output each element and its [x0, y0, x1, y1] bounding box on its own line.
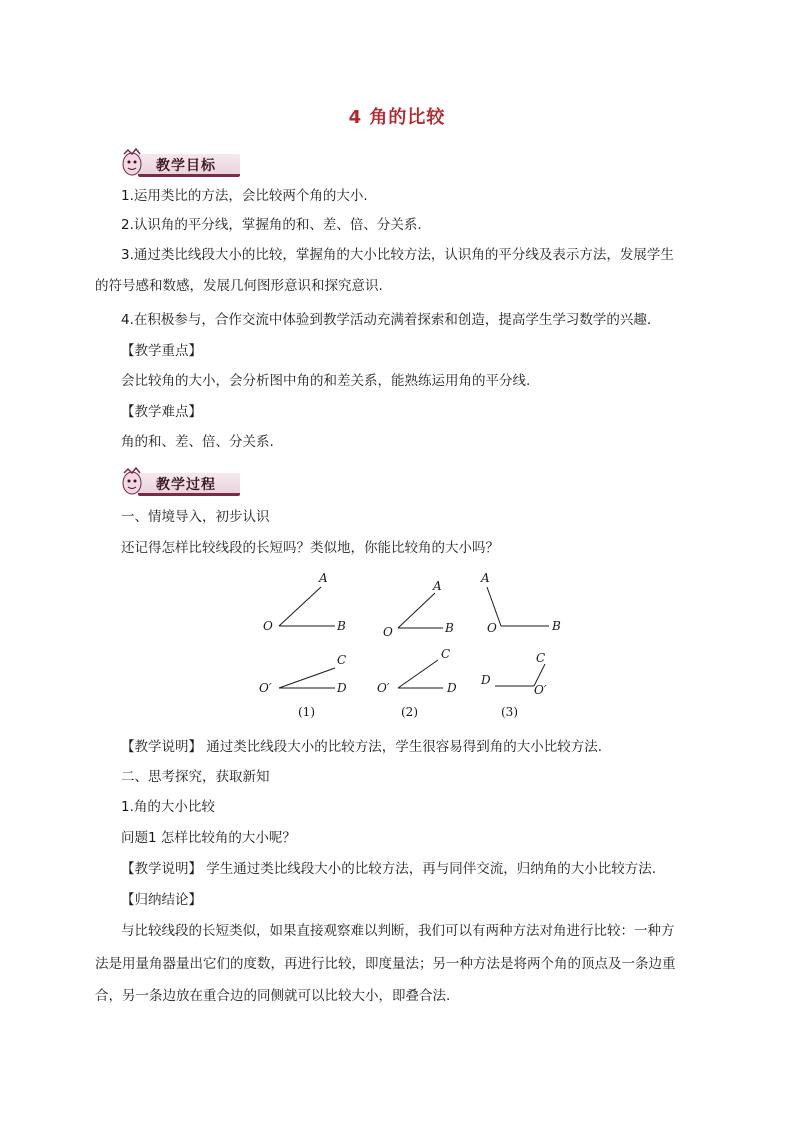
conclusion-line-1: 与比较线段的长短类似，如果直接观察难以判断，我们可以有两种方法对角进行比较：一种方 — [121, 923, 675, 939]
student-mascot-icon — [116, 146, 156, 178]
key-label: 【教学重点】 — [121, 343, 202, 359]
label-Oprime-1: O′ — [259, 681, 272, 695]
label-O-3: O — [487, 621, 497, 635]
caption-2: (2) — [401, 705, 418, 719]
label-C-1: C — [337, 653, 347, 667]
conclusion-line-3: 合，另一条边放在重合边的同侧就可以比较大小，即叠合法. — [95, 988, 451, 1004]
label-Oprime-3: O′ — [534, 683, 547, 697]
difficulty-text: 角的和、差、倍、分关系. — [121, 434, 274, 450]
label-O-1: O — [263, 619, 273, 633]
label-B-1: B — [337, 619, 346, 633]
ray-OC-2 — [398, 660, 438, 688]
conclusion-line-2: 法是用量角器量出它们的度数，再进行比较，即度量法；另一种方法是将两个角的顶点及一条边重 — [95, 956, 676, 972]
teaching-note-1: 【教学说明】 通过类比线段大小的比较方法，学生很容易得到角的大小比较方法. — [121, 739, 603, 755]
section-title-process: 教学过程 — [156, 477, 216, 493]
label-B-3: B — [552, 619, 561, 633]
question-1: 问题1 怎样比较角的大小呢？ — [121, 830, 296, 846]
goal-line-3-cont: 的符号感和数感，发展几何图形意识和探究意识. — [95, 278, 383, 294]
label-O-2: O — [383, 625, 393, 639]
caption-1: (1) — [298, 705, 315, 719]
ray-OA-1 — [279, 587, 321, 626]
sub-heading-1: 1.角的大小比较 — [121, 799, 215, 815]
label-A-1: A — [319, 571, 328, 585]
ray-OA-2 — [398, 593, 435, 628]
angle-comparison-figure — [255, 568, 575, 728]
goal-line-2: 2.认识角的平分线，掌握角的和、差、倍、分关系. — [121, 217, 422, 233]
ray-OC-1 — [279, 668, 335, 688]
label-Oprime-2: O′ — [377, 681, 390, 695]
label-C-3: C — [536, 651, 546, 665]
key-text: 会比较角的大小，会分析图中角的和差关系，能熟练运用角的平分线. — [121, 373, 531, 389]
difficulty-label: 【教学难点】 — [121, 404, 202, 420]
teaching-note-2: 【教学说明】 学生通过类比线段大小的比较方法，再与同伴交流，归纳角的大小比较方法. — [121, 861, 657, 877]
conclusion-label: 【归纳结论】 — [121, 892, 202, 908]
section-title-goals: 教学目标 — [156, 158, 216, 174]
goal-line-3: 3.通过类比线段大小的比较，掌握角的大小比较方法，认识角的平分线及表示方法，发展学生 — [121, 247, 674, 263]
student-mascot-icon — [116, 465, 156, 497]
label-D-2: D — [447, 681, 457, 695]
label-D-3: D — [481, 673, 491, 687]
caption-3: (3) — [501, 705, 518, 719]
label-D-1: D — [337, 681, 347, 695]
goal-line-4: 4.在积极参与，合作交流中体验到教学活动充满着探索和创造，提高学生学习数学的兴趣. — [121, 312, 652, 328]
section-banner-process — [116, 465, 242, 497]
label-A-3: A — [481, 571, 490, 585]
part2-heading: 二、思考探究，获取新知 — [121, 769, 270, 785]
label-B-2: B — [445, 621, 454, 635]
part1-question: 还记得怎样比较线段的长短吗？类似地，你能比较角的大小吗？ — [121, 540, 499, 556]
page-title: 4 角的比较 — [348, 107, 446, 128]
goal-line-1: 1.运用类比的方法，会比较两个角的大小. — [121, 188, 368, 204]
section-banner-goals — [116, 146, 242, 178]
part1-heading: 一、情境导入，初步认识 — [121, 509, 270, 525]
label-C-2: C — [441, 647, 451, 661]
label-A-2: A — [433, 579, 442, 593]
